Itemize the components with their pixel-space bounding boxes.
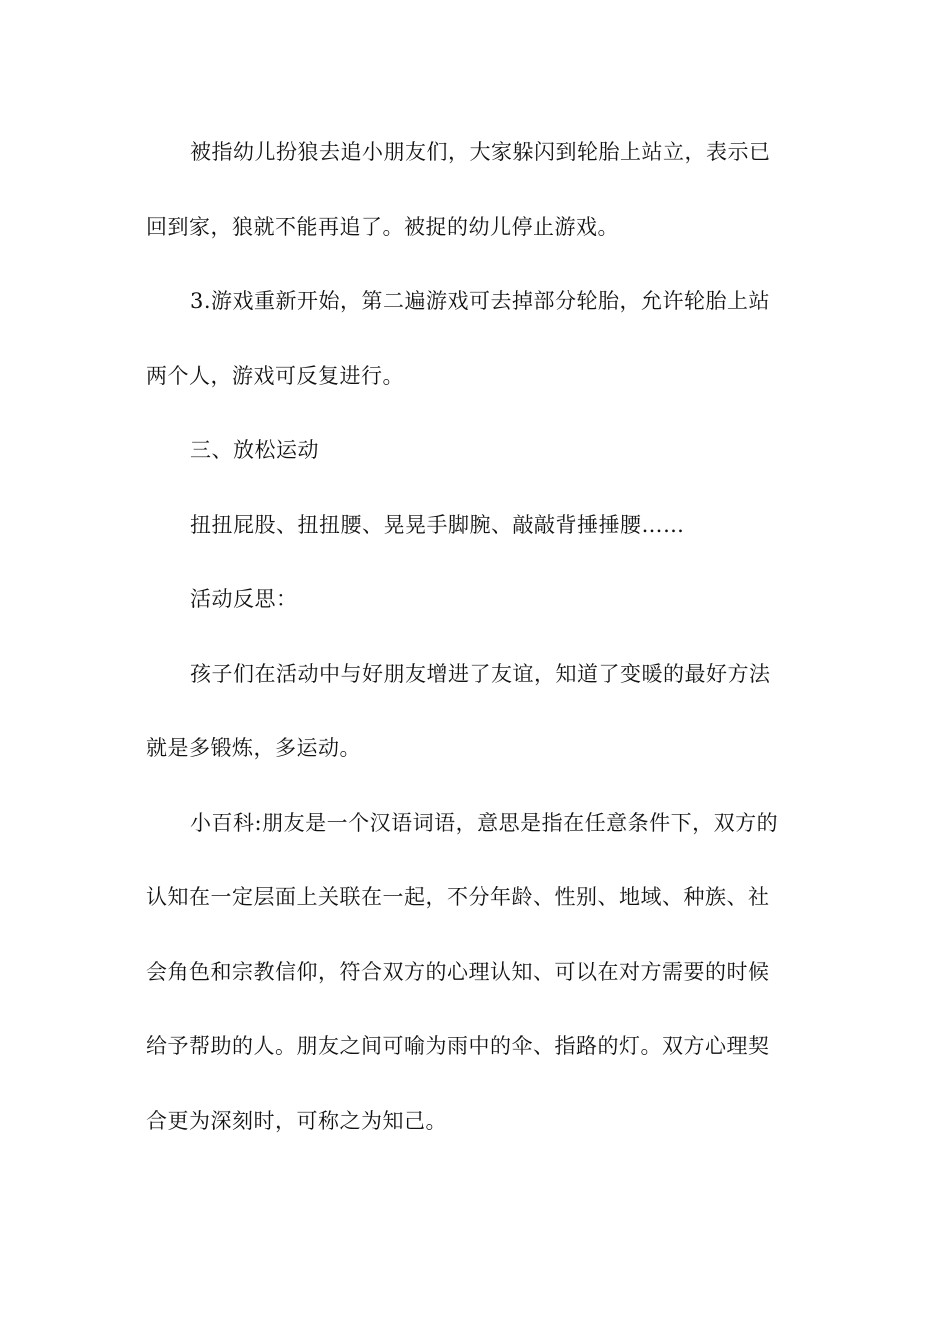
section-heading: 活动反思： [190,587,298,611]
paragraph-line: 认知在一定层面上关联在一起，不分年龄、性别、地域、种族、社 [146,885,770,909]
paragraph-line: 给予帮助的人。朋友之间可喻为雨中的伞、指路的灯。双方心理契 [146,1034,770,1058]
paragraph-line: 扭扭屁股、扭扭腰、晃晃手脚腕、敲敲背捶捶腰…… [190,513,685,537]
paragraph-line: 两个人，游戏可反复进行。 [146,364,404,388]
paragraph-line: 孩子们在活动中与好朋友增进了友谊，知道了变暖的最好方法 [190,662,771,686]
section-heading: 三、放松运动 [190,438,319,462]
paragraph-line: 回到家，狼就不能再追了。被捉的幼儿停止游戏。 [146,215,619,239]
paragraph-line: 会角色和宗教信仰，符合双方的心理认知、可以在对方需要的时候 [146,960,770,984]
paragraph-line: 3.游戏重新开始，第二遍游戏可去掉部分轮胎，允许轮胎上站 [190,289,771,313]
paragraph-line: 就是多锻炼，多运动。 [146,736,361,760]
paragraph-line: 合更为深刻时，可称之为知己。 [146,1109,447,1133]
paragraph-line: 被指幼儿扮狼去追小朋友们，大家躲闪到轮胎上站立，表示已 [190,140,771,164]
paragraph-line: 小百科:朋友是一个汉语词语，意思是指在任意条件下，双方的 [190,811,779,835]
